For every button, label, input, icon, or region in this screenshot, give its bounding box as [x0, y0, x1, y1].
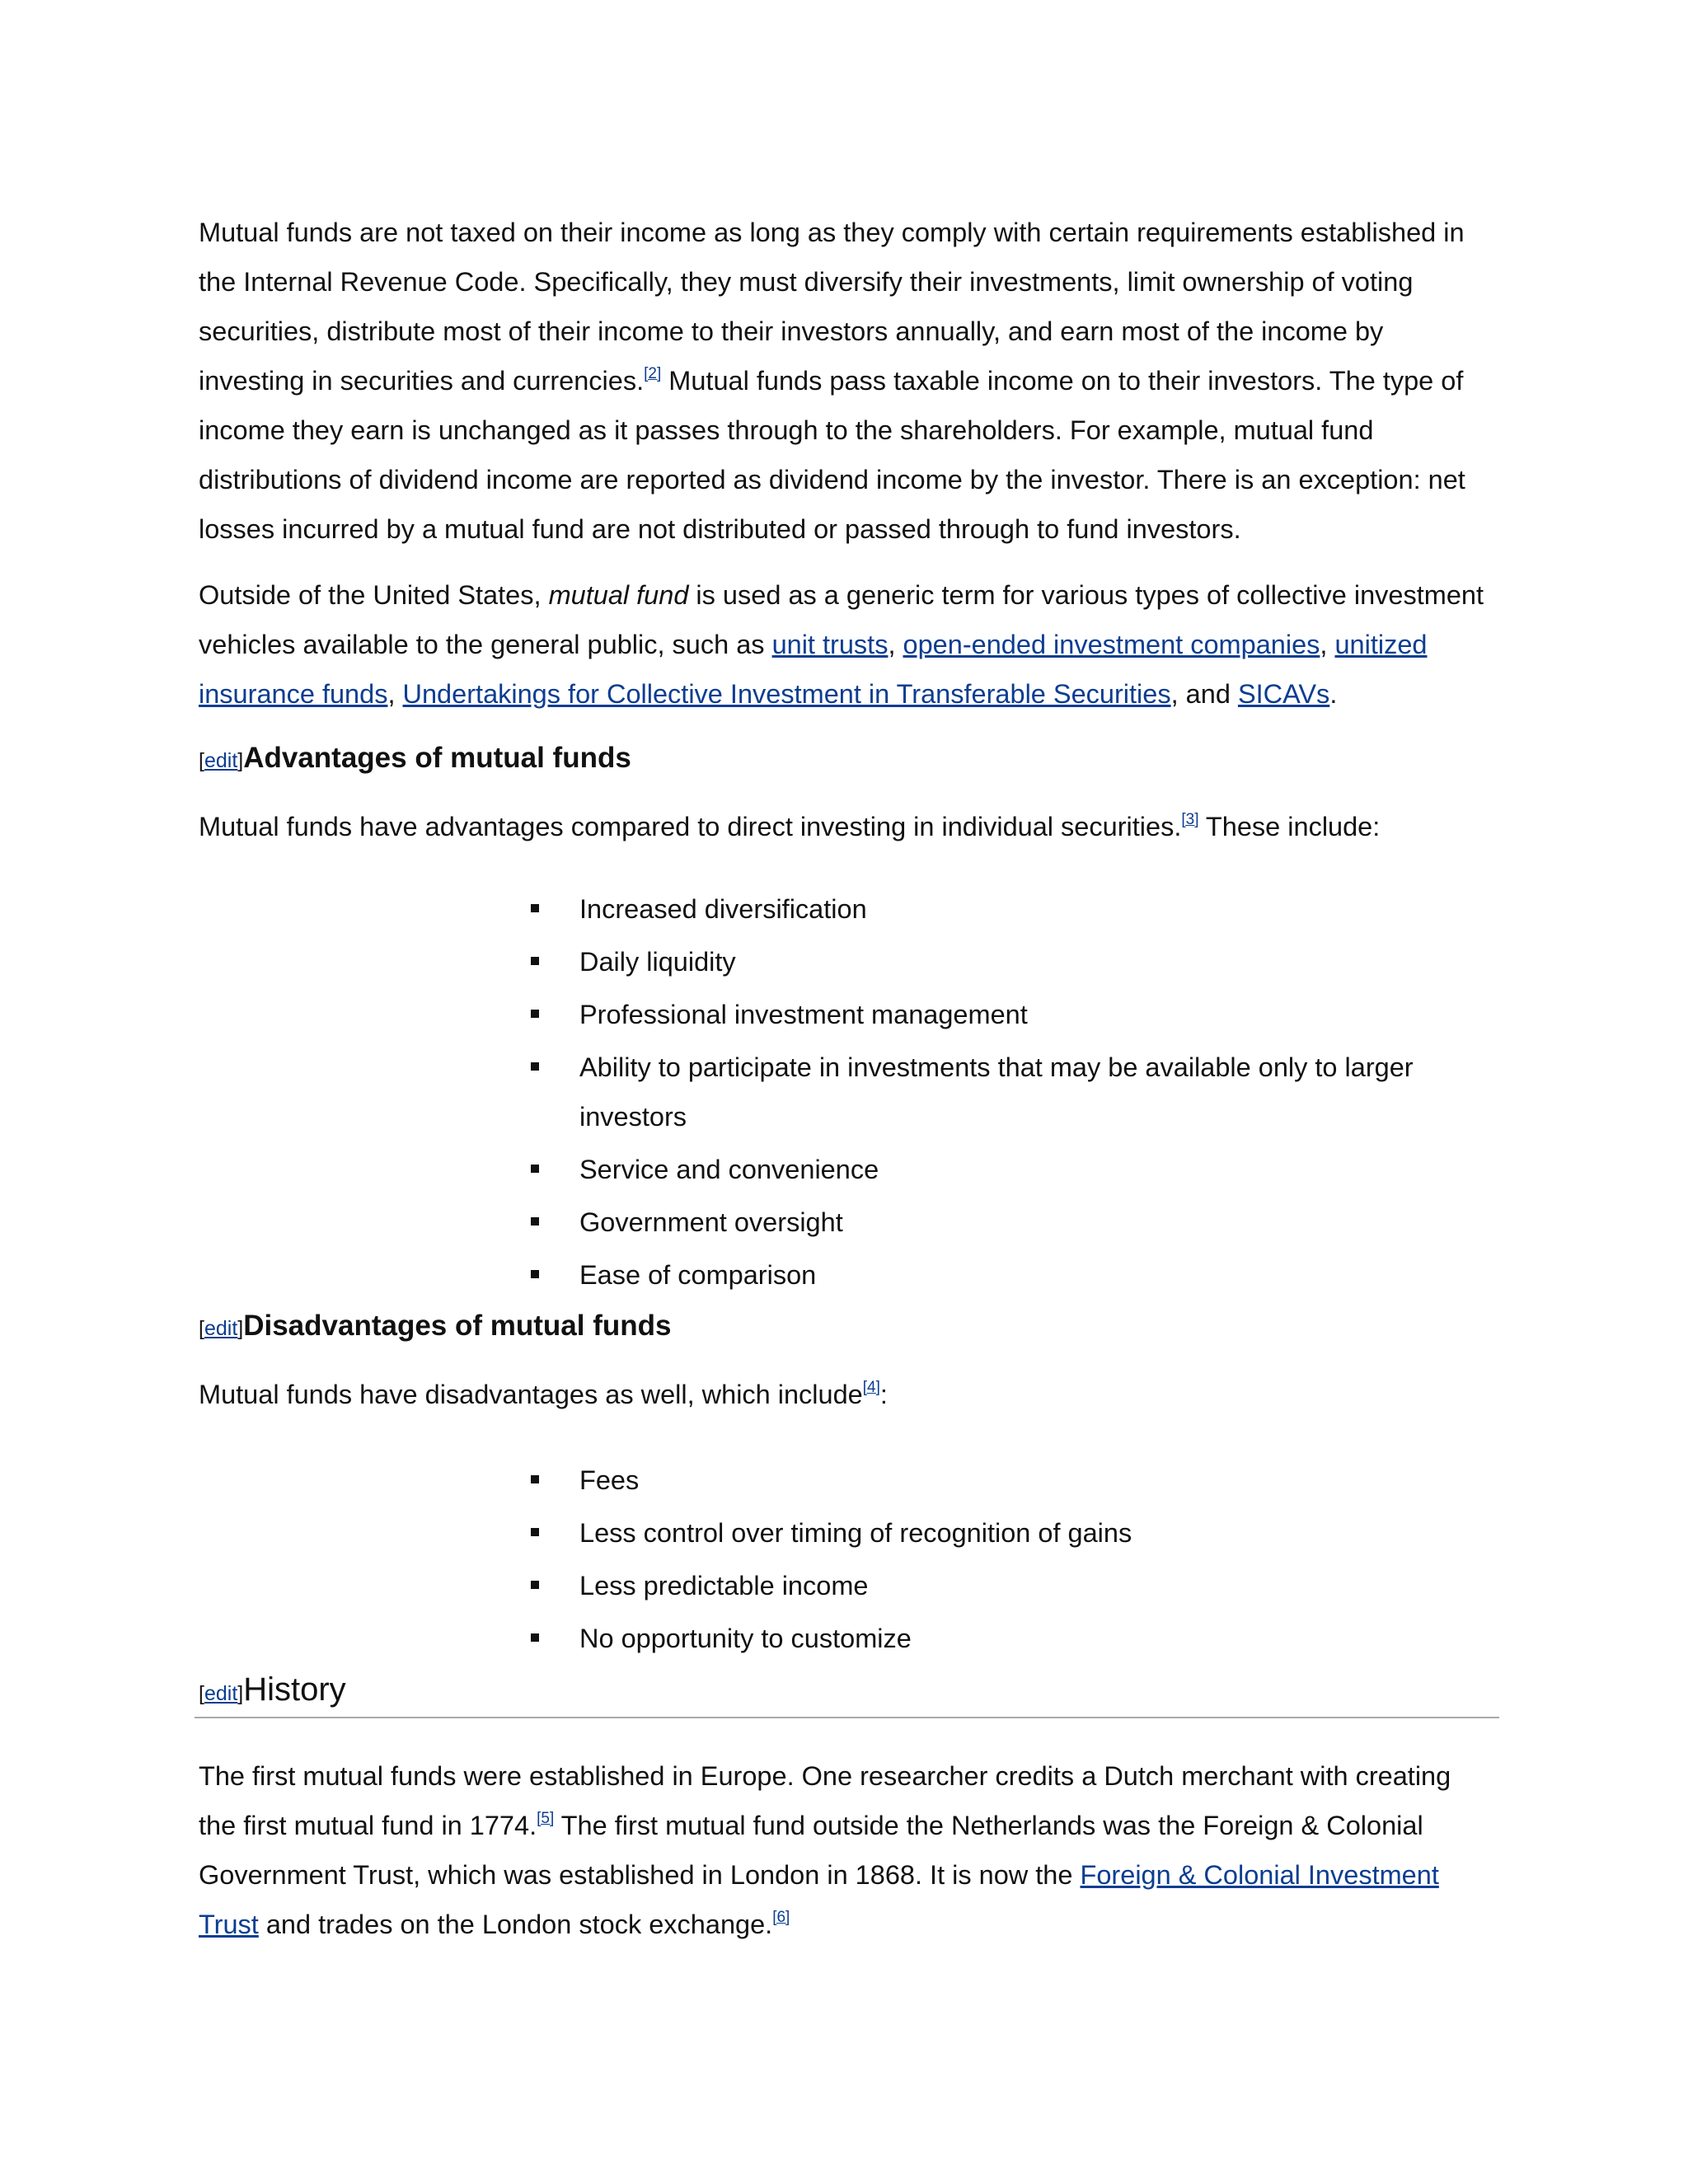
- reference-2[interactable]: [644, 365, 661, 382]
- list-item-text: Professional investment management: [579, 1000, 1028, 1029]
- list-item: [528, 990, 1491, 1039]
- link-open-ended-investment-companies[interactable]: open-ended investment companies: [903, 630, 1320, 659]
- list-item: [528, 1250, 1491, 1300]
- edit-link[interactable]: edit: [204, 749, 238, 772]
- bullet-square-icon: [531, 1270, 539, 1278]
- reference-link[interactable]: [4]: [862, 1378, 880, 1396]
- list-item: [528, 1043, 1491, 1141]
- reference-5[interactable]: [537, 1810, 554, 1827]
- list-item-text: Ease of comparison: [579, 1260, 817, 1290]
- bullet-square-icon: [531, 1528, 539, 1536]
- link-sicavs[interactable]: SICAVs: [1237, 679, 1330, 709]
- list-item: [528, 1197, 1491, 1247]
- paragraph-text: These include:: [1198, 812, 1381, 841]
- link-unitized-insurance-funds[interactable]: unitized insurance funds: [199, 630, 1428, 709]
- separator: ,: [888, 630, 903, 659]
- reference-link[interactable]: [3]: [1181, 810, 1199, 828]
- list-item-text: Less control over timing of recognition of gains: [579, 1518, 1132, 1548]
- edit-section-link: [199, 1305, 243, 1352]
- disadvantages-list: [199, 1455, 1491, 1663]
- paragraph-text: The first mutual fund outside the Netherlands was the Foreign & Colonial Government Trust, which was established in London in 1868. It is now the: [199, 1811, 1423, 1890]
- list-item-text: Less predictable income: [579, 1571, 869, 1601]
- separator: .: [1329, 679, 1338, 709]
- bullet-square-icon: [531, 1217, 539, 1226]
- bracket: ]: [237, 1682, 244, 1705]
- list-item-text: Government oversight: [579, 1207, 843, 1237]
- separator: , and: [1170, 679, 1238, 709]
- disadvantages-intro: [199, 1370, 1491, 1419]
- list-item: [528, 1508, 1491, 1558]
- link-foreign-colonial-investment-trust[interactable]: Foreign & Colonial Investment Trust: [199, 1860, 1439, 1939]
- heading-disadvantages: [199, 1303, 1491, 1352]
- reference-6[interactable]: [772, 1909, 790, 1926]
- list-item-text: No opportunity to customize: [579, 1624, 912, 1653]
- list-item: [528, 884, 1491, 934]
- paragraph-text: Outside of the United States,: [199, 580, 549, 610]
- edit-link[interactable]: edit: [204, 1317, 238, 1340]
- bullet-square-icon: [531, 1165, 539, 1173]
- link-unit-trusts[interactable]: unit trusts: [771, 630, 889, 659]
- bullet-square-icon: [531, 1062, 539, 1071]
- paragraph-text: :: [879, 1380, 888, 1409]
- section-title: Disadvantages of mutual funds: [243, 1310, 672, 1342]
- bracket: [: [199, 1682, 204, 1705]
- list-item: [528, 1614, 1491, 1663]
- paragraph-text: is used as a generic term for various types of collective investment vehicles available to the general public, such as: [199, 580, 1484, 659]
- bracket: ]: [237, 749, 244, 772]
- list-item: [528, 937, 1491, 987]
- list-item-text: Service and convenience: [579, 1155, 879, 1184]
- link-ucits[interactable]: Undertakings for Collective Investment in Transferable Securities: [402, 679, 1171, 709]
- bullet-square-icon: [531, 1475, 539, 1483]
- paragraph-text: Mutual funds pass taxable income on to their investors. The type of income they earn is unchanged as it passes through to the shareholders. For example, mutual fund distributions of dividend income are reported as dividend income by the investor. There is an exception: net losses incurred by a mutual fund are not distributed or passed through to fund investors.: [199, 366, 1465, 544]
- section-title: Advantages of mutual funds: [243, 742, 631, 774]
- separator: ,: [387, 679, 403, 709]
- bracket: [: [199, 749, 204, 772]
- list-item-text: Fees: [579, 1465, 640, 1495]
- bullet-square-icon: [531, 957, 539, 965]
- paragraph-text: Mutual funds are not taxed on their income as long as they comply with certain requirements established in the Internal Revenue Code. Specifically, they must diversify their investments, limit ownership of voting securities, distribute most of their income to their investors annually, and earn most of the income by investing in securities and currencies.: [199, 218, 1465, 396]
- advantages-intro: [199, 802, 1491, 851]
- reference-4[interactable]: [863, 1379, 880, 1396]
- list-item-text: Daily liquidity: [579, 947, 736, 977]
- bullet-square-icon: [531, 1010, 539, 1018]
- heading-advantages: [199, 735, 1491, 784]
- paragraph-text: Mutual funds have advantages compared to direct investing in individual securities.: [199, 812, 1182, 841]
- list-item: [528, 1145, 1491, 1194]
- section-title: History: [243, 1671, 346, 1708]
- article-body: [199, 208, 1491, 1966]
- reference-link[interactable]: [5]: [537, 1809, 555, 1827]
- bullet-square-icon: [531, 1633, 539, 1642]
- bullet-square-icon: [531, 904, 539, 912]
- paragraph-text: Mutual funds have disadvantages as well, which include: [199, 1380, 863, 1409]
- reference-link[interactable]: [2]: [644, 364, 662, 382]
- paragraph-taxation: [199, 208, 1491, 554]
- list-item-text: Increased diversification: [579, 894, 867, 924]
- bracket: ]: [237, 1317, 244, 1340]
- list-item: [528, 1561, 1491, 1610]
- bracket: [: [199, 1317, 204, 1340]
- heading-history: [195, 1666, 1499, 1718]
- paragraph-history: [199, 1751, 1491, 1949]
- paragraph-text: The first mutual funds were established in Europe. One researcher credits a Dutch merchant with creating the first mutual fund in 1774.: [199, 1761, 1451, 1840]
- edit-link[interactable]: edit: [204, 1682, 238, 1705]
- list-item-text: Ability to participate in investments that may be available only to larger investors: [579, 1052, 1414, 1132]
- reference-3[interactable]: [1181, 811, 1198, 828]
- edit-section-link: [199, 1671, 243, 1717]
- paragraph-outside-us: [199, 570, 1491, 719]
- list-item: [528, 1455, 1491, 1505]
- edit-section-link: [199, 738, 243, 784]
- paragraph-text: and trades on the London stock exchange.: [258, 1910, 773, 1939]
- separator: ,: [1320, 630, 1335, 659]
- bullet-square-icon: [531, 1581, 539, 1589]
- italic-term: mutual fund: [548, 580, 689, 610]
- reference-link[interactable]: [6]: [772, 1908, 790, 1926]
- advantages-list: [199, 884, 1491, 1300]
